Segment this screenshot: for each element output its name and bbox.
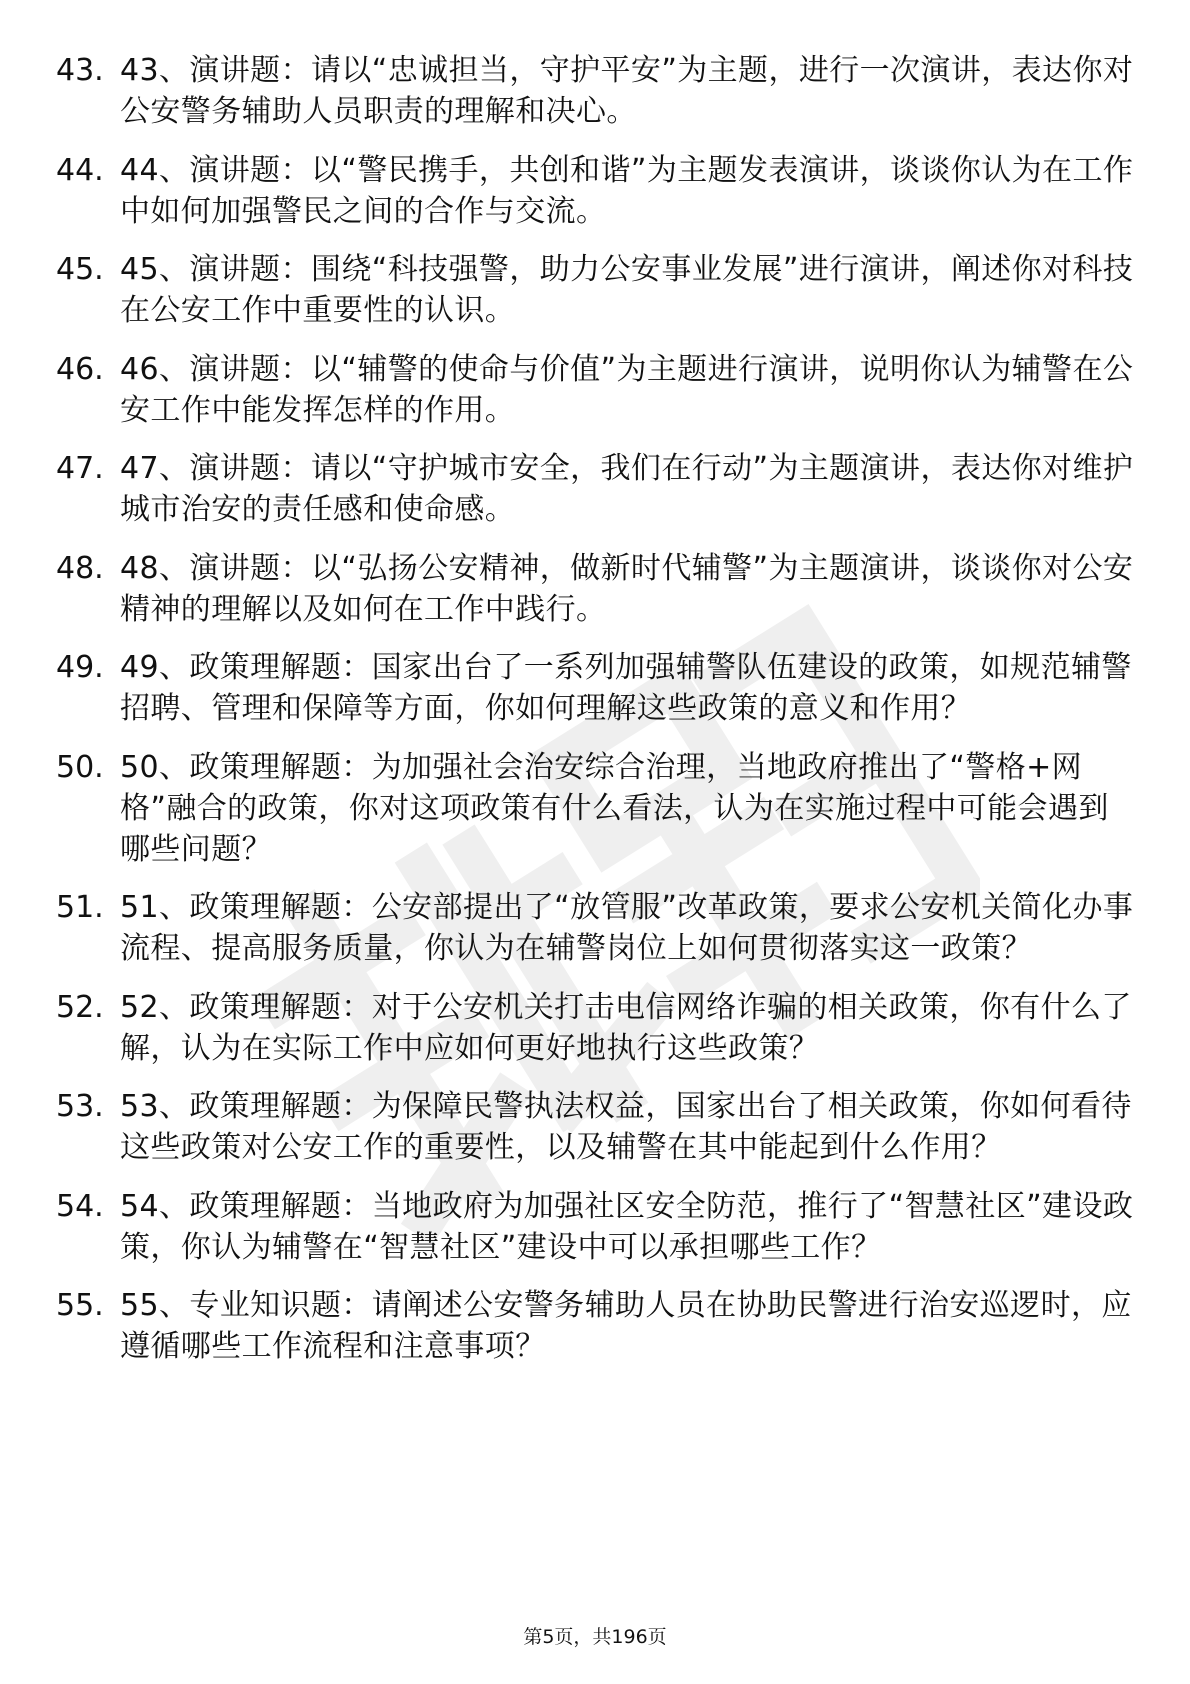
item-text: 51、政策理解题：公安部提出了“放管服”改革政策，要求公安机关简化办事流程、提高服务质量，你认为在辅警岗位上如何贯彻落实这一政策？	[120, 890, 1134, 966]
item-text: 52、政策理解题：对于公安机关打击电信网络诈骗的相关政策，你有什么了解，认为在实际工作中应如何更好地执行这些政策？	[120, 989, 1132, 1066]
item-number: 52.	[56, 989, 104, 1025]
item-number: 55.	[56, 1288, 104, 1323]
item-number: 49.	[56, 650, 104, 685]
item-number: 45.	[56, 252, 104, 287]
list-item	[56, 647, 1136, 729]
list-item	[56, 548, 1136, 630]
item-number: 47.	[56, 451, 104, 486]
page-footer: 第5页，共196页	[523, 1626, 667, 1648]
item-text: 49、政策理解题：国家出台了一系列加强辅警队伍建设的政策，如规范辅警招聘、管理和保障等方面，你如何理解这些政策的意义和作用？	[120, 650, 1132, 726]
list-item	[56, 887, 1136, 969]
list-item	[56, 1285, 1136, 1367]
item-text: 53、政策理解题：为保障民警执法权益，国家出台了相关政策，你如何看待这些政策对公安工作的重要性，以及辅警在其中能起到什么作用？	[120, 1089, 1132, 1165]
item-text: 43、演讲题：请以“忠诚担当，守护平安”为主题，进行一次演讲，表达你对公安警务辅助人员职责的理解和决心。	[120, 53, 1134, 129]
question-list	[56, 50, 1136, 1385]
list-item	[56, 747, 1136, 870]
item-text: 48、演讲题：以“弘扬公安精神，做新时代辅警”为主题演讲，谈谈你对公安精神的理解以及如何在工作中践行。	[120, 550, 1134, 627]
item-number: 44.	[56, 152, 104, 188]
item-text: 50、政策理解题：为加强社会治安综合治理，当地政府推出了“警格+网格”融合的政策，你对这项政策有什么看法，认为在实施过程中可能会遇到哪些问题？	[120, 749, 1109, 867]
item-number: 51.	[56, 890, 104, 925]
item-number: 43.	[56, 53, 104, 88]
item-text: 54、政策理解题：当地政府为加强社区安全防范，推行了“智慧社区”建设政策，你认为辅警在“智慧社区”建设中可以承担哪些工作？	[120, 1188, 1134, 1265]
item-number: 48.	[56, 550, 104, 586]
item-number: 50.	[56, 749, 104, 785]
list-item	[56, 249, 1136, 331]
list-item	[56, 1086, 1136, 1168]
list-item	[56, 987, 1136, 1069]
list-item	[56, 349, 1136, 431]
list-item	[56, 1186, 1136, 1268]
item-number: 54.	[56, 1188, 104, 1224]
item-text: 55、专业知识题：请阐述公安警务辅助人员在协助民警进行治安巡逻时，应遵循哪些工作流程和注意事项？	[120, 1288, 1132, 1364]
item-text: 46、演讲题：以“辅警的使命与价值”为主题进行演讲，说明你认为辅警在公安工作中能发挥怎样的作用。	[120, 351, 1134, 428]
list-item	[56, 50, 1136, 132]
item-number: 46.	[56, 351, 104, 387]
item-text: 45、演讲题：围绕“科技强警，助力公安事业发展”进行演讲，阐述你对科技在公安工作中重要性的认识。	[120, 252, 1134, 328]
list-item	[56, 448, 1136, 530]
item-number: 53.	[56, 1089, 104, 1124]
item-text: 47、演讲题：请以“守护城市安全，我们在行动”为主题演讲，表达你对维护城市治安的责任感和使命感。	[120, 451, 1134, 527]
list-item	[56, 150, 1136, 232]
item-text: 44、演讲题：以“警民携手，共创和谐”为主题发表演讲，谈谈你认为在工作中如何加强警民之间的合作与交流。	[120, 152, 1134, 229]
